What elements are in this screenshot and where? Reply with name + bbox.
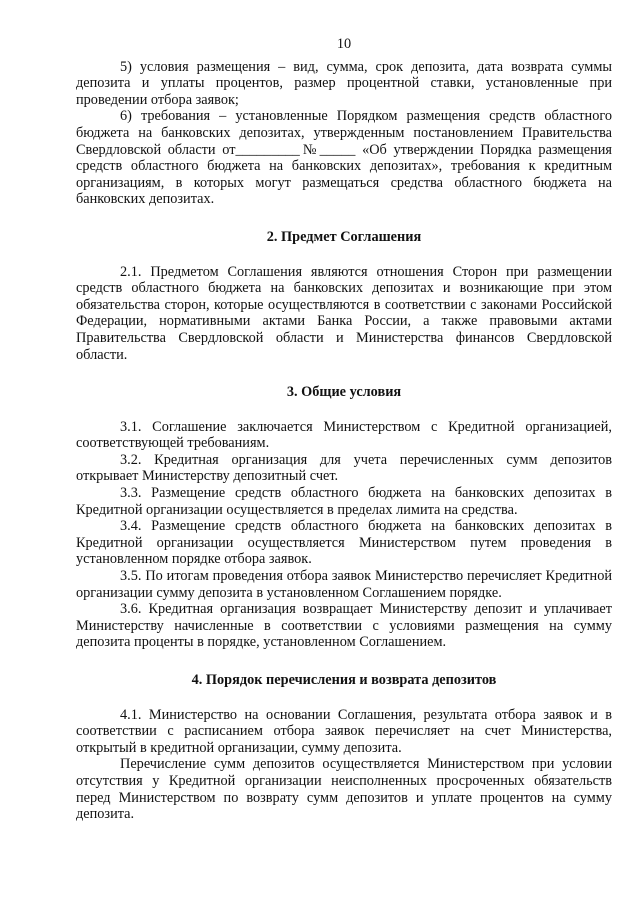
paragraph-4-1: 4.1. Министерство на основании Соглашения, результата отбора заявок и в соответствии с расписанием отбора заявок перечисляет на счет Министерства, открытый в кредитной организации, сумму депозита. [76, 706, 612, 756]
paragraph-2-1: 2.1. Предметом Соглашения являются отношения Сторон при размещении средств областного бюджета на банковских депозитах и возникающие при этом обязательства сторон, которые осуществляются в соответствии с законами Российской Федерации, нормативными актами Банка России, а также правовыми актами Правительства Свердловской области и Министерства финансов Свердловской области. [76, 263, 612, 363]
section-heading-subject: 2. Предмет Соглашения [266, 228, 422, 245]
section-heading-general-conditions: 3. Общие условия [286, 384, 402, 401]
page-number: 10 [336, 36, 352, 52]
paragraph-3-2: 3.2. Кредитная организация для учета перечисленных сумм депозитов открывает Министерству депозитный счет. [76, 451, 612, 485]
paragraph-3-5: 3.5. По итогам проведения отбора заявок Министерство перечисляет Кредитной организации сумму депозита в установленном Соглашением порядке. [76, 568, 612, 601]
paragraph-3-3: 3.3. Размещение средств областного бюджета на банковских депозитах в Кредитной организации осуществляется в пределах лимита на средства. [76, 485, 612, 518]
definition-item-6: 6) требования – установленные Порядком размещения средств областного бюджета на банковских депозитах, утвержденным постановлением Правительства Свердловской области от_________№_____ «Об утверждении Порядка размещения средств областного бюджета на банковских депозитах», требования к кредитным организациям, в которых могут размещаться средства областного бюджета на банковских депозитах. [76, 108, 612, 208]
paragraph-3-6: 3.6. Кредитная организация возвращает Министерству депозит и уплачивает Министерству начисленные в соответствии с условиями размещения на сумму депозита проценты в порядке, установленном Соглашением. [76, 601, 612, 651]
section-heading-transfer-order: 4. Порядок перечисления и возврата депозитов [191, 672, 497, 688]
paragraph-3-4: 3.4. Размещение средств областного бюджета на банковских депозитах в Кредитной организации осуществляется Министерством путем проведения в установленном порядке отбора заявок. [76, 518, 612, 568]
definition-item-5: 5) условия размещения – вид, сумма, срок депозита, дата возврата суммы депозита и уплаты процентов, размер процентной ставки, установленные при проведении отбора заявок; [76, 58, 612, 108]
paragraph-3-1: 3.1. Соглашение заключается Министерством с Кредитной организацией, соответствующей требованиям. [76, 418, 612, 452]
paragraph-4-1-continued: Перечисление сумм депозитов осуществляется Министерством при условии отсутствия у Кредитной организации неисполненных просроченных обязательств перед Министерством по возврату сумм депозитов и уплате процентов на сумму депозита. [76, 756, 612, 823]
